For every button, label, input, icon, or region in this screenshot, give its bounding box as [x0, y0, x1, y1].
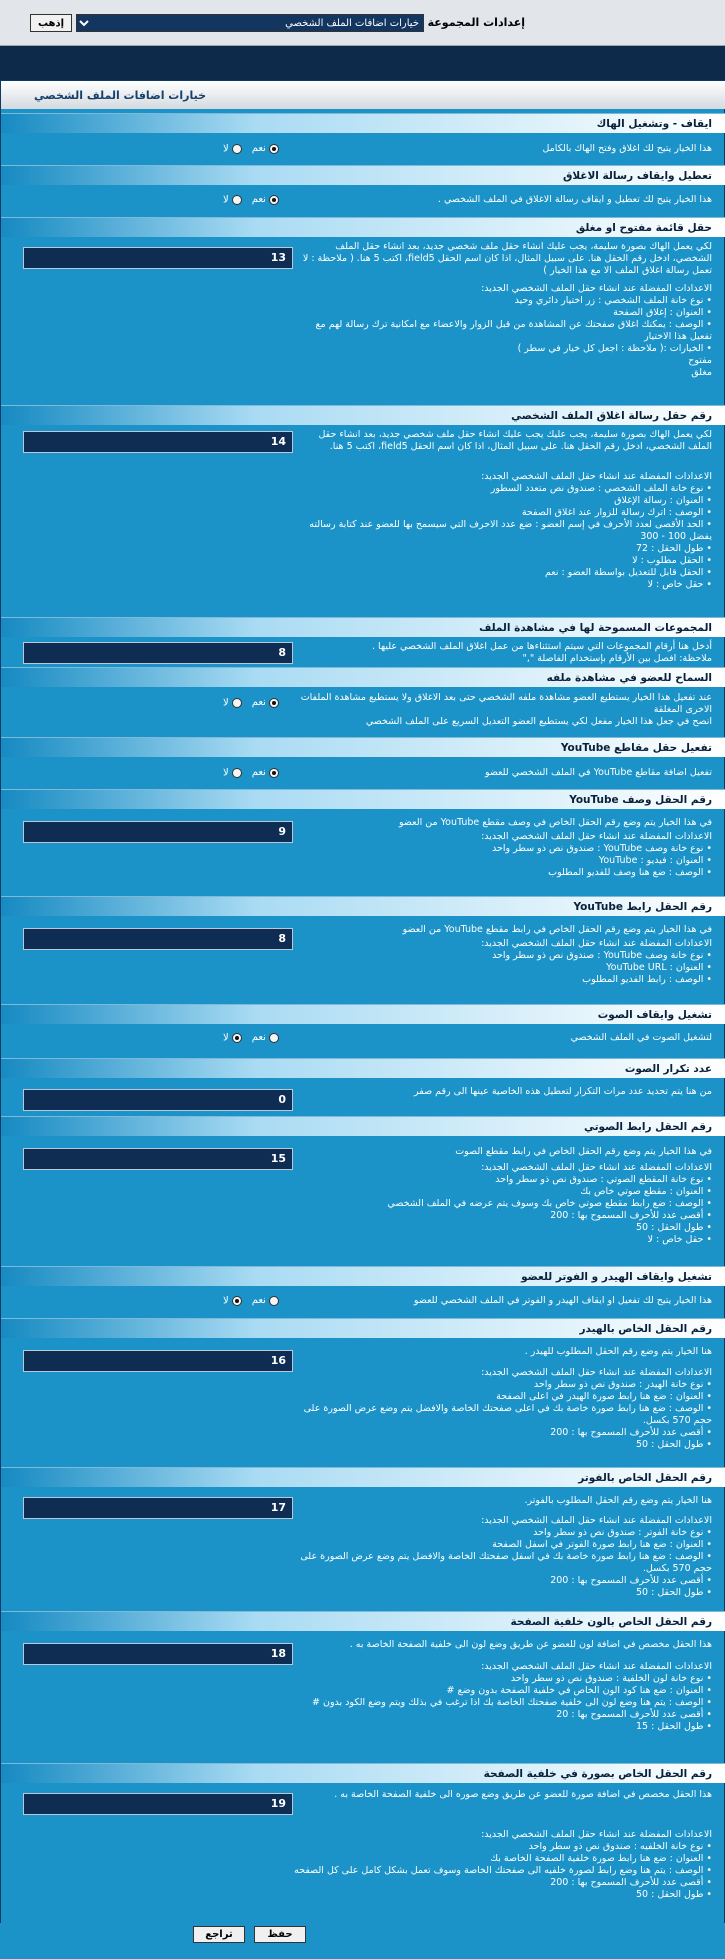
preferred-settings-list: • نوع خانة لون الخلفية : صندوق نص ذو سطر واحد • العنوان : ضع هنا كود الون الخاص في خلفية الصفحة بدون وضع # • الوصف : يتم هنا وضع لون الى خلفية صفحتك الخاصة بك اذا ترغب في بذلك ويتم وضع الكود بدون # • أقصى عدد للأحرف المسموح بها : 20 • طول الحقل : 15 [311, 1673, 712, 1732]
youtube-link-input[interactable]: 8 [23, 928, 293, 950]
preferred-settings-list: • نوع خانة الخلفيه : صندوق نص ذو سطر واحد • العنوان : ضع هنا رابط صورة خلفية الصفحة الخاصة بك • الوصف : يتم هنا وضع رابط لصورة خلفيه الى صفحتك الخاصة وسوف تعمل بشكل كامل على كل الصفحه • أقصى عدد للأحرف المسموح بها : 200 • طول الحقل : 50 [294, 1841, 712, 1900]
section-sound-repeat-header: عدد تكرار الصوت [1, 1058, 725, 1078]
section-sound-link [1, 1136, 725, 1246]
radio-no[interactable] [232, 144, 242, 154]
section-header-field [1, 1338, 725, 1462]
preferred-settings-list: • نوع خانة الهيدر : صندوق نص ذو سطر واحد • العنوان : ضع هنا رابط صورة الهيدر في اعلى الصفحة • الوصف : ضع هنا رابط صورة خاصة بك في اعلى صفحتك الخاصة والافضل يتم وضع عرض الصورة على حجم 570 بكسل. • أقصى عدد للأحرف المسموح بها : 200 • طول الحقل : 50 [303, 1379, 712, 1450]
bg-color-input[interactable]: 18 [23, 1643, 293, 1665]
section-close-msg-toggle-header: تعطيل وايقاف رسالة الاغلاق [1, 165, 725, 185]
section-desc: من هنا يتم تحديد عدد مرات التكرار لتعطيل هذه الخاصية عينها الى رقم صفر [414, 1086, 712, 1097]
preferred-settings-list: • نوع خانة المقطع الصوتي : صندوق نص ذو سطر واحد • العنوان : مقطع صوتي خاص بك • الوصف : ضع رابط مقطع صوتي خاص بك وسوف يتم عرضه في الملف الشخصي • أقصى عدد للأحرف المسموح بها : 200 • طول الحقل : 50 • حقل خاص : لا [387, 1174, 712, 1245]
section-close-msg-toggle [1, 185, 725, 217]
no-label: لا [223, 1032, 229, 1044]
section-allowed-groups [1, 637, 725, 667]
list-field-input[interactable]: 13 [23, 247, 293, 269]
bg-image-input[interactable]: 19 [23, 1793, 293, 1815]
section-bg-image-header: رقم الحقل الخاص بصورة في خلفية الصفحة [1, 1763, 725, 1783]
section-desc: هنا الخيار يتم وضع رقم الحقل المطلوب للهيدر . [524, 1346, 712, 1357]
section-list-open-close [1, 237, 725, 405]
settings-panel [0, 80, 725, 1959]
preferred-settings-list: • نوع خانة وصف YouTube : صندوق نص ذو سطر واحد • العنوان : YouTube URL • الوصف : رابط الفديو المطلوب [492, 950, 712, 985]
section-footer-field-header: رقم الحقل الخاص بالفوتر [1, 1467, 725, 1487]
radio-no[interactable] [232, 698, 242, 708]
radio-yes[interactable] [269, 1296, 279, 1306]
section-desc: لكي يعمل الهاك بصورة سليمة، يجب عليك انشاء حقل ملف شخصي جديد، بعد انشاء حقل الملف الشخصي، ادخل رقم الحقل هنا. على سبيل المثال، اذا كان اسم الحقل field5، اكتب 5 هنا. ( ملاحظة : لا تعمل رسالة اغلاق الملف الا مع هذا الخيار ) [302, 241, 712, 276]
preferred-settings-label: الاعدادات المفضلة عند انشاء حقل الملف الشخصي الجديد: [481, 831, 712, 842]
section-desc: في هذا الخيار يتم وضع رقم الحقل الخاص في وصف مقطع YouTube من العضو [399, 817, 712, 828]
save-button[interactable]: حفظ [254, 1926, 306, 1943]
section-desc: هنا الخيار يتم وضع رقم الحقل المطلوب بالفوتر. [524, 1495, 712, 1506]
preferred-settings-label: الاعدادات المفضلة عند انشاء حقل الملف الشخصي الجديد: [481, 1829, 712, 1840]
sound-toggle-radios [223, 1032, 279, 1044]
hack-toggle-radios [223, 143, 279, 155]
radio-yes[interactable] [269, 195, 279, 205]
group-settings-label: إعدادات المجموعة [427, 16, 525, 29]
radio-no[interactable] [232, 1033, 242, 1043]
section-youtube-desc-header: رقم الحقل وصف YouTube [1, 789, 725, 809]
section-member-view-own-header: السماح للعضو في مشاهدة ملفه [1, 667, 725, 687]
preferred-settings-label: الاعدادات المفضلة عند انشاء حقل الملف الشخصي الجديد: [481, 1515, 712, 1526]
preferred-settings-label: الاعدادات المفضلة عند انشاء حقل الملف الشخصي الجديد: [481, 283, 712, 294]
no-label: لا [223, 143, 229, 155]
section-youtube-toggle [1, 757, 725, 789]
section-close-msg-field-header: رقم حقل رسالة اغلاق الملف الشخصي [1, 405, 725, 425]
section-desc: هذا الخيار يتيح لك اغلاق وفتح الهاك بالكامل [542, 143, 712, 154]
sound-repeat-input[interactable]: 0 [23, 1089, 293, 1111]
section-sound-repeat [1, 1078, 725, 1116]
youtube-toggle-radios [223, 767, 279, 779]
header-band [0, 47, 725, 79]
header-footer-radios [223, 1295, 279, 1307]
section-desc: هذا الحقل مخصص في اضافة صورة للعضو عن طريق وضع صوره الى خلفية الصفحة الخاصة به . [334, 1789, 712, 1800]
yes-label: نعم [251, 767, 266, 778]
group-settings-select[interactable] [76, 14, 424, 32]
section-desc: هذا الخيار يتيح لك تعطيل و ايقاف رسالة الاغلاق في الملف الشخصي . [437, 194, 712, 205]
section-header-field-header: رقم الحقل الخاص بالهيدر [1, 1318, 725, 1338]
section-header-footer-toggle [1, 1286, 725, 1318]
section-header-footer-toggle-header: تشغيل وايقاف الهيدر و الفوتر للعضو [1, 1266, 725, 1286]
header-field-input[interactable]: 16 [23, 1350, 293, 1372]
section-bg-image [1, 1783, 725, 1923]
section-member-view-own [1, 687, 725, 737]
no-label: لا [223, 697, 229, 709]
preferred-settings-label: الاعدادات المفضلة عند انشاء حقل الملف الشخصي الجديد: [481, 938, 712, 949]
preferred-settings-list: • نوع خانة الملف الشخصي : صندوق نص متعدد السطور • العنوان : رسالة الإغلاق • الوصف : اترك رسالة للزوار عند اغلاق الصفحة • الحد الأقصى لعدد الأحرف في إسم العضو : ضع عدد الاحرف التي سيسمح بها للعضو عند كتابة رسالته يفضل 100 - 300 • طول الحقل : 72 • الحقل مطلوب : لا • الحقل قابل للتعديل بواسطة العضو : نعم • حقل خاص : لا [309, 483, 712, 590]
preferred-settings-label: الاعدادات المفضلة عند انشاء حقل الملف الشخصي الجديد: [481, 471, 712, 482]
yes-label: نعم [251, 1032, 266, 1043]
section-youtube-link-header: رقم الحقل رابط YouTube [1, 896, 725, 916]
radio-yes[interactable] [269, 698, 279, 708]
member-view-radios [223, 697, 279, 709]
section-list-open-close-header: حقل قائمة مفتوح او مغلق [1, 217, 725, 237]
section-footer-field [1, 1487, 725, 1611]
radio-no[interactable] [232, 768, 242, 778]
close-msg-radios [223, 194, 279, 206]
section-sound-link-header: رقم الحقل رابط الصوتي [1, 1116, 725, 1136]
section-sound-toggle-header: تشغيل وايقاف الصوت [1, 1004, 725, 1024]
yes-label: نعم [251, 143, 266, 154]
yes-label: نعم [251, 697, 266, 708]
preferred-settings-list: • نوع خانة الملف الشخصي : زر اختيار دائري وحيد • العنوان : إغلاق الصفحة • الوصف : يمكنك اغلاق صفحتك عن المشاهدة من قبل الزوار والاعضاء مع امكانية ترك رسالة لهم مع تفعيل هذا الاختيار • الخيارات :( ملاحظة : اجعل كل خيار في سطر ) مفتوح مغلق [315, 295, 712, 378]
section-sound-toggle [1, 1024, 725, 1058]
section-youtube-toggle-header: تفعيل حقل مقاطع YouTube [1, 737, 725, 757]
radio-yes[interactable] [269, 144, 279, 154]
group-settings-bar [0, 0, 725, 46]
reset-button[interactable]: تراجع [193, 1926, 245, 1943]
section-hack-toggle [1, 133, 725, 165]
section-desc: هذا الخيار يتيح لك تفعيل او ايقاف الهيدر و الفوتر في الملف الشخصي للعضو [413, 1295, 712, 1306]
yes-label: نعم [251, 1295, 266, 1306]
footer-field-input[interactable]: 17 [23, 1497, 293, 1519]
section-youtube-desc [1, 809, 725, 885]
section-youtube-link [1, 916, 725, 984]
section-desc: عند تفعيل هذا الخيار يستطيع العضو مشاهدة ملفه الشخصي حتى بعد الاغلاق ولا يستطيع مشاهدة الملفات الاخرى المغلقة انصح في جعل هذا الخيار مفعل لكي يستطيع العضو التعديل السريع على الملف الشخصي [300, 692, 712, 727]
section-desc: في هذا الخيار يتم وضع رقم الحقل الخاص في رابط مقطع YouTube من العضو [402, 924, 712, 935]
yes-label: نعم [251, 194, 266, 205]
no-label: لا [223, 194, 229, 206]
section-desc: أدخل هنا أرقام المجموعات التي سيتم استثناءها من عمل اغلاق الملف الشخصي عليها . ملاحظة: افصل بين الأرقام بإستخدام الفاصلة "," [372, 641, 712, 664]
sound-link-input[interactable]: 15 [23, 1148, 293, 1170]
section-desc: لكي يعمل الهاك بصورة سليمة، يجب عليك يجب عليك انشاء حقل ملف شخصي جديد، بعد انشاء حقل الملف الشخصي، ادخل رقم الحقل هنا. على سبيل المثال، اذا كان اسم الحقل field5، اكتب 5 هنا. [318, 429, 712, 452]
youtube-desc-input[interactable]: 9 [23, 821, 293, 843]
radio-no[interactable] [232, 1296, 242, 1306]
section-desc: هذا الحقل مخصص في اضافة لون للعضو عن طريق وضع لون الى خلفية الصفحة الخاصة به . [349, 1639, 712, 1650]
go-button[interactable]: إذهب [30, 14, 72, 32]
section-close-msg-field [1, 425, 725, 593]
no-label: لا [223, 1295, 229, 1307]
panel-title: خيارات اضافات الملف الشخصي [1, 81, 725, 109]
preferred-settings-label: الاعدادات المفضلة عند انشاء حقل الملف الشخصي الجديد: [481, 1367, 712, 1378]
preferred-settings-label: الاعدادات المفضلة عند انشاء حقل الملف الشخصي الجديد: [481, 1661, 712, 1672]
section-desc: تفعيل اضافة مقاطع YouTube في الملف الشخصي للعضو [484, 767, 712, 778]
allowed-groups-input[interactable]: 8 [23, 642, 293, 664]
no-label: لا [223, 767, 229, 779]
close-msg-field-input[interactable]: 14 [23, 431, 293, 453]
section-desc: في هذا الخيار يتم وضع رقم الحقل الخاص في رابط مقطع الصوت [455, 1146, 712, 1157]
preferred-settings-list: • نوع خانة وصف YouTube : صندوق نص ذو سطر واحد • العنوان : فيديو : YouTube • الوصف : ضع هنا وصف للفديو المطلوب [492, 843, 712, 878]
radio-yes[interactable] [269, 768, 279, 778]
section-hack-toggle-header: ايقاف - وتشغيل الهاك [1, 113, 725, 133]
section-bg-color-header: رقم الحقل الخاص بالون خلفية الصفحة [1, 1611, 725, 1631]
preferred-settings-list: • نوع خانة الفوتر : صندوق نص ذو سطر واحد • العنوان : ضع هنا رابط صورة الفوتر في اسفل الصفحة • الوصف : ضع هنا رابط صورة خاصة بك في اسفل صفحتك الخاصة والافضل يتم وضع عرض الصورة على حجم 570 بكسل. • أقصى عدد للأحرف المسموح بها : 200 • طول الحقل : 50 [300, 1527, 712, 1598]
section-bg-color [1, 1631, 725, 1755]
form-buttons-bar [0, 1923, 725, 1959]
section-allowed-groups-header: المجموعات المسموحة لها في مشاهدة الملف [1, 617, 725, 637]
radio-no[interactable] [232, 195, 242, 205]
preferred-settings-label: الاعدادات المفضلة عند انشاء حقل الملف الشخصي الجديد: [481, 1162, 712, 1173]
radio-yes[interactable] [269, 1033, 279, 1043]
section-desc: لتشغيل الصوت في الملف الشخصي [570, 1032, 712, 1043]
